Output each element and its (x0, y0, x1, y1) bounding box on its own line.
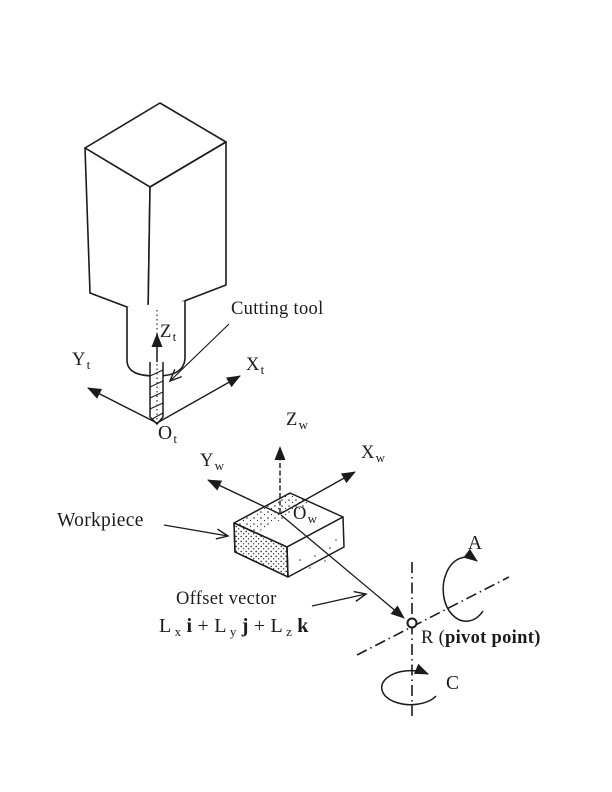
offset-vector-leader-arrow (312, 594, 366, 606)
tool-x-axis-label: $X_t$ (246, 355, 265, 377)
tool-x-axis-arrow (157, 376, 240, 423)
a-axis-label: A (468, 533, 483, 554)
pivot-point-label: R (pivot point) (421, 628, 541, 648)
work-y-axis-arrow (208, 480, 280, 514)
tool-origin-label: $O_t$ (158, 423, 178, 446)
workpiece-leader-arrow (164, 525, 228, 536)
work-z-axis-label: $Z_w$ (286, 410, 309, 432)
c-axis-label: C (446, 673, 460, 694)
pivot-point-marker (408, 619, 417, 628)
tool-z-axis-label: $Z_t$ (160, 322, 177, 344)
tool-y-axis-label: $Y_t$ (72, 350, 91, 372)
offset-vector-formula: L $_x$ i + L $_y$ j + L $_z$ k (159, 615, 309, 639)
cutting-tool-label: Cutting tool (231, 299, 324, 319)
a-rotation-arc (443, 557, 483, 621)
workpiece-block (234, 493, 344, 577)
tool-y-axis-arrow (88, 388, 157, 423)
work-y-axis-label: $Y_w$ (200, 451, 225, 473)
work-x-axis-label: $X_w$ (361, 443, 386, 465)
workpiece-label: Workpiece (57, 510, 144, 531)
work-origin-label: $O_w$ (293, 504, 318, 526)
spindle-box (85, 103, 226, 315)
c-rotation-arc (382, 671, 436, 705)
offset-vector-label: Offset vector (176, 589, 277, 609)
